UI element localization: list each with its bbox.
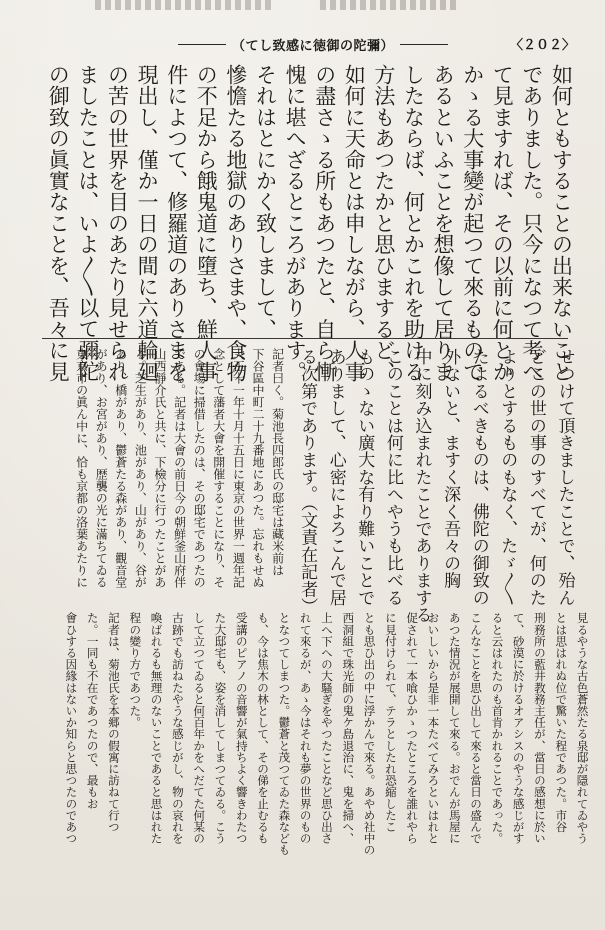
middle-block-line: ありまして、心密によろこんで居	[325, 348, 346, 606]
lower-left-block-line: 山西靜介氏と共に、下檢分に行つたことがあ	[152, 348, 167, 588]
upper-block-line: それはとにかく致しまして、	[253, 64, 278, 340]
lower-left-block-line: 念として藩者大會を開催することになり、そ	[211, 348, 226, 588]
upper-block-line: 現出し、僅か一日の間に六道輪廻	[135, 64, 160, 382]
running-title: （てし致感に徳御の陀彌）	[232, 38, 395, 54]
upper-block-line: したならば、何とかこれを助ける	[401, 64, 426, 382]
right-block-line: れて來るが、あゝ今はそれも夢の世界のもの	[298, 612, 313, 844]
right-block-line: 刑務所の藍井教務主任が、當日の感想に於い	[532, 612, 547, 844]
upper-block-line: 慘憺たる地獄のありさまや、食物	[223, 64, 248, 382]
right-block-line: も、今は焦木の林として、その俤を止むるも	[256, 612, 271, 844]
right-block-line: て、砂漠に於けるオアシスのやうな感じがす	[511, 612, 526, 844]
middle-block-line: たよるべきものは、佛陀の御致の	[468, 348, 489, 606]
top-edge-smudge	[95, 0, 275, 10]
middle-block-line: よりとするものもなく、たゞ〳〵	[497, 348, 518, 606]
running-head	[178, 33, 448, 55]
upper-block-line: の苦の世界を目のあたり見せられ	[105, 64, 130, 382]
middle-block-line: どこの世の事のすべてが、何のた	[525, 348, 546, 606]
top-edge-smudge-right	[320, 0, 460, 10]
right-block-line: となつてしまつた。鬱蒼と茂つてゐた森なども	[277, 612, 292, 856]
lower-left-block-line: があり、お宮があり、歴襲の光に滿ちてゐる	[94, 348, 109, 588]
right-block-line: 促されて一本喰ひかゝつたところを誰れやら	[405, 612, 420, 844]
upper-block-line: 如何ともすることの出来ないこと	[549, 64, 574, 382]
right-block-line: とも思ひ出の中に浮かんで來る。あやめ社中の	[362, 612, 377, 856]
middle-block-line: このことは何に比へやうも比べる	[382, 348, 403, 606]
right-block-line: とは思はれぬ位で驚いた程であつた。市谷	[554, 612, 569, 833]
lower-left-block-line: 東京市の眞ん中に、恰も京都の洛葉あたりに	[74, 348, 89, 588]
lower-left-block-line: あり、橋があり、鬱蒼たる森があり、觀音堂	[113, 348, 128, 588]
middle-block-line: る次第であります。（文責在記者）	[297, 348, 318, 615]
upper-block-line: の御致の眞實なことを、吾々に見	[46, 64, 71, 382]
right-block-line: して立つてゐると何百年かをへだてた何某の	[192, 612, 207, 844]
right-block-line: 西洞組で珠光師の鬼ケ島退治に、鬼を掃へ、	[341, 612, 356, 844]
lower-left-block-line: 下谷區中町二十九番地にあつた。忘れもせぬ	[250, 348, 265, 588]
right-block-line: 記者は、菊池氏を本郷の假寓に訪ねて行つ	[106, 612, 121, 833]
right-block-line: 會ひする因緣はないか知らと思つたのであつ	[64, 612, 79, 844]
upper-block-line: 方法もあつたかと思ひまするど、	[371, 64, 396, 382]
right-block-line: た大邸宅も、姿を消してしまつてゐる。こう	[213, 612, 228, 844]
right-block-line: こんなことを思ひ出して來ると當日の盛んで	[469, 612, 484, 844]
right-block-line: た。一同も不在であつたので、最もお	[85, 612, 100, 810]
lower-left-block-line: の會場に掃借したのは、その邸宅であつたの	[192, 348, 207, 588]
middle-block-line: ものゝない廣大な有り難いことで	[354, 348, 375, 606]
running-head-rule-right	[400, 44, 448, 45]
lower-left-block-line: 記者曰く。菊池長四郎氏の邸宅は藏米前は	[270, 348, 285, 576]
right-block-line: あつた情況が展開して來る。おでんが馬屋に	[447, 612, 462, 844]
upper-block-line: あるといふことを想像して居りま	[431, 64, 456, 382]
right-block-line: 程の變り方であつた。	[128, 612, 143, 728]
right-block-line: おいしいから是非一本たべてみろといはれと	[426, 612, 441, 844]
right-block-line: 上へ下への大騷ぎをやつたことなど思ひ出さ	[319, 612, 334, 844]
upper-block-line: ましたことは、いよ〳〵以て彌陀	[75, 64, 100, 382]
page-number: 〈２０２〉	[510, 38, 576, 53]
lower-left-block-line: る。芝生があり、池があり、山があり、谷が	[133, 348, 148, 588]
upper-block-line: かゝる大事變が起つて來るもので	[460, 64, 485, 382]
middle-block-line: 外ないと、ますく深く吾々の胸	[440, 348, 461, 589]
section-divider	[42, 338, 568, 339]
upper-block-line: 愧に堪へざるところがあります。	[283, 64, 308, 382]
upper-block-line: 件によつて、修羅道のありさまを	[164, 64, 189, 382]
middle-block-line: せつけて頂きましたことで、殆ん	[554, 348, 575, 606]
middle-block-line: 中に刻み込まれたことでありまする	[411, 348, 432, 624]
right-block-line: 喚ばれるも無理のないことであると思はれた	[149, 612, 164, 844]
lower-left-block-line: である。記者は大會の前日今の朝鮮釜山府伴	[172, 348, 187, 588]
upper-block-line: の不足から餓鬼道に墮ち、鮮人事	[194, 64, 219, 382]
lower-left-block-line: 大正十一年十月十五日に東京の世界一週年記	[231, 348, 246, 588]
right-block-line: ると云はれたのも首肯かれることであった。	[490, 612, 505, 844]
right-block-line: 見るやうな古色蒼然たる泉邸が隱れてゐやう	[575, 612, 590, 844]
upper-block-line: 如何に天命とは申しながら、人事	[342, 64, 367, 382]
right-block-line: 古跡でも訪ねたやうな感じがし、物の哀れを	[170, 612, 185, 844]
right-block-line: 受講のピアノの音響が氣持ちよく響きわたつ	[234, 612, 249, 844]
upper-block-line: の盡さゝる所もあつたと、自ら慚	[312, 64, 337, 382]
right-block-line: に見付けられて、テラとしたれ恐縮したこ	[383, 612, 398, 833]
upper-block-line: て見ますれば、その以前に何とか	[490, 64, 515, 382]
running-head-rule-left	[178, 44, 226, 45]
upper-block-line: でありました。只今になつて考へ	[519, 64, 544, 382]
